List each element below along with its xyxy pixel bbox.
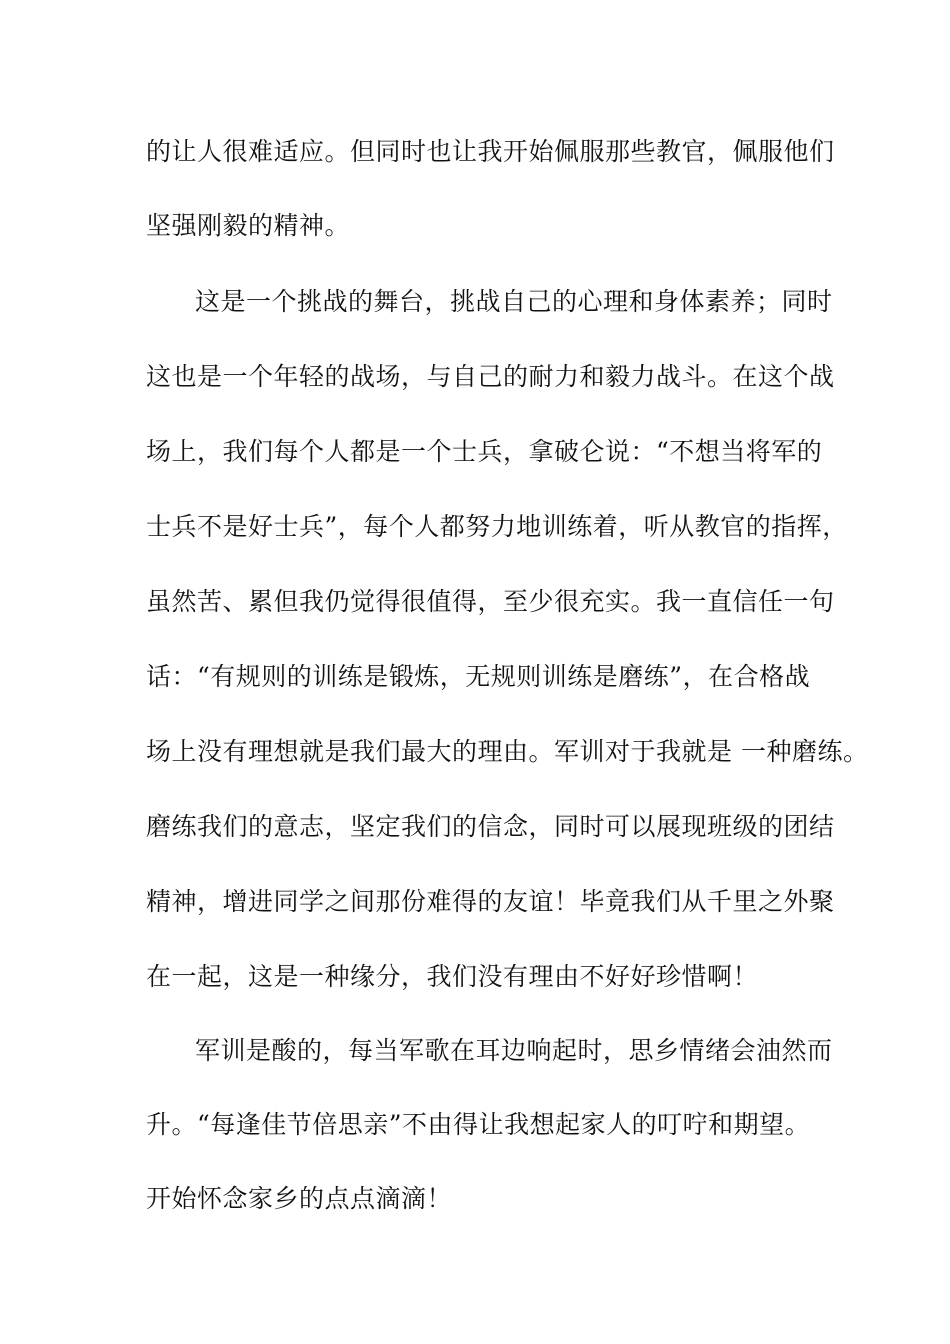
text-line: 士兵不是好士兵”，每个人都努力地训练着，听从教官的指挥，	[146, 512, 848, 541]
text-line: 的让人很难适应。但同时也让我开始佩服那些教官，佩服他们	[146, 137, 835, 166]
paragraph-first-line: 这是一个挑战的舞台，挑战自己的心理和身体素养；同时	[195, 287, 833, 316]
text-line: 虽然苦、累但我仍觉得很值得，至少很充实。我一直信任一句	[146, 587, 835, 616]
text-line: 升。“每逢佳节倍思亲”不由得让我想起家人的叮咛和期望。	[146, 1110, 811, 1139]
paragraph-first-line: 军训是酸的，每当军歌在耳边响起时，思乡情绪会油然而	[195, 1036, 833, 1065]
text-line: 这也是一个年轻的战场，与自己的耐力和毅力战斗。在这个战	[146, 362, 835, 391]
text-line: 话：“有规则的训练是锻炼，无规则训练是磨练”，在合格战	[146, 662, 811, 691]
text-line: 场上没有理想就是我们最大的理由。军训对于我就是 一种磨练。	[146, 737, 869, 766]
text-line: 在一起，这是一种缘分，我们没有理由不好好珍惜啊！	[146, 962, 759, 991]
text-line: 磨练我们的意志，坚定我们的信念，同时可以展现班级的团结	[146, 812, 835, 841]
text-line: 场上，我们每个人都是一个士兵，拿破仑说：“不想当将军的	[146, 437, 823, 466]
text-line: 精神，增进同学之间那份难得的友谊！毕竟我们从千里之外聚	[146, 887, 835, 916]
text-line: 坚强刚毅的精神。	[146, 211, 351, 240]
text-line: 开始怀念家乡的点点滴滴！	[146, 1184, 453, 1213]
